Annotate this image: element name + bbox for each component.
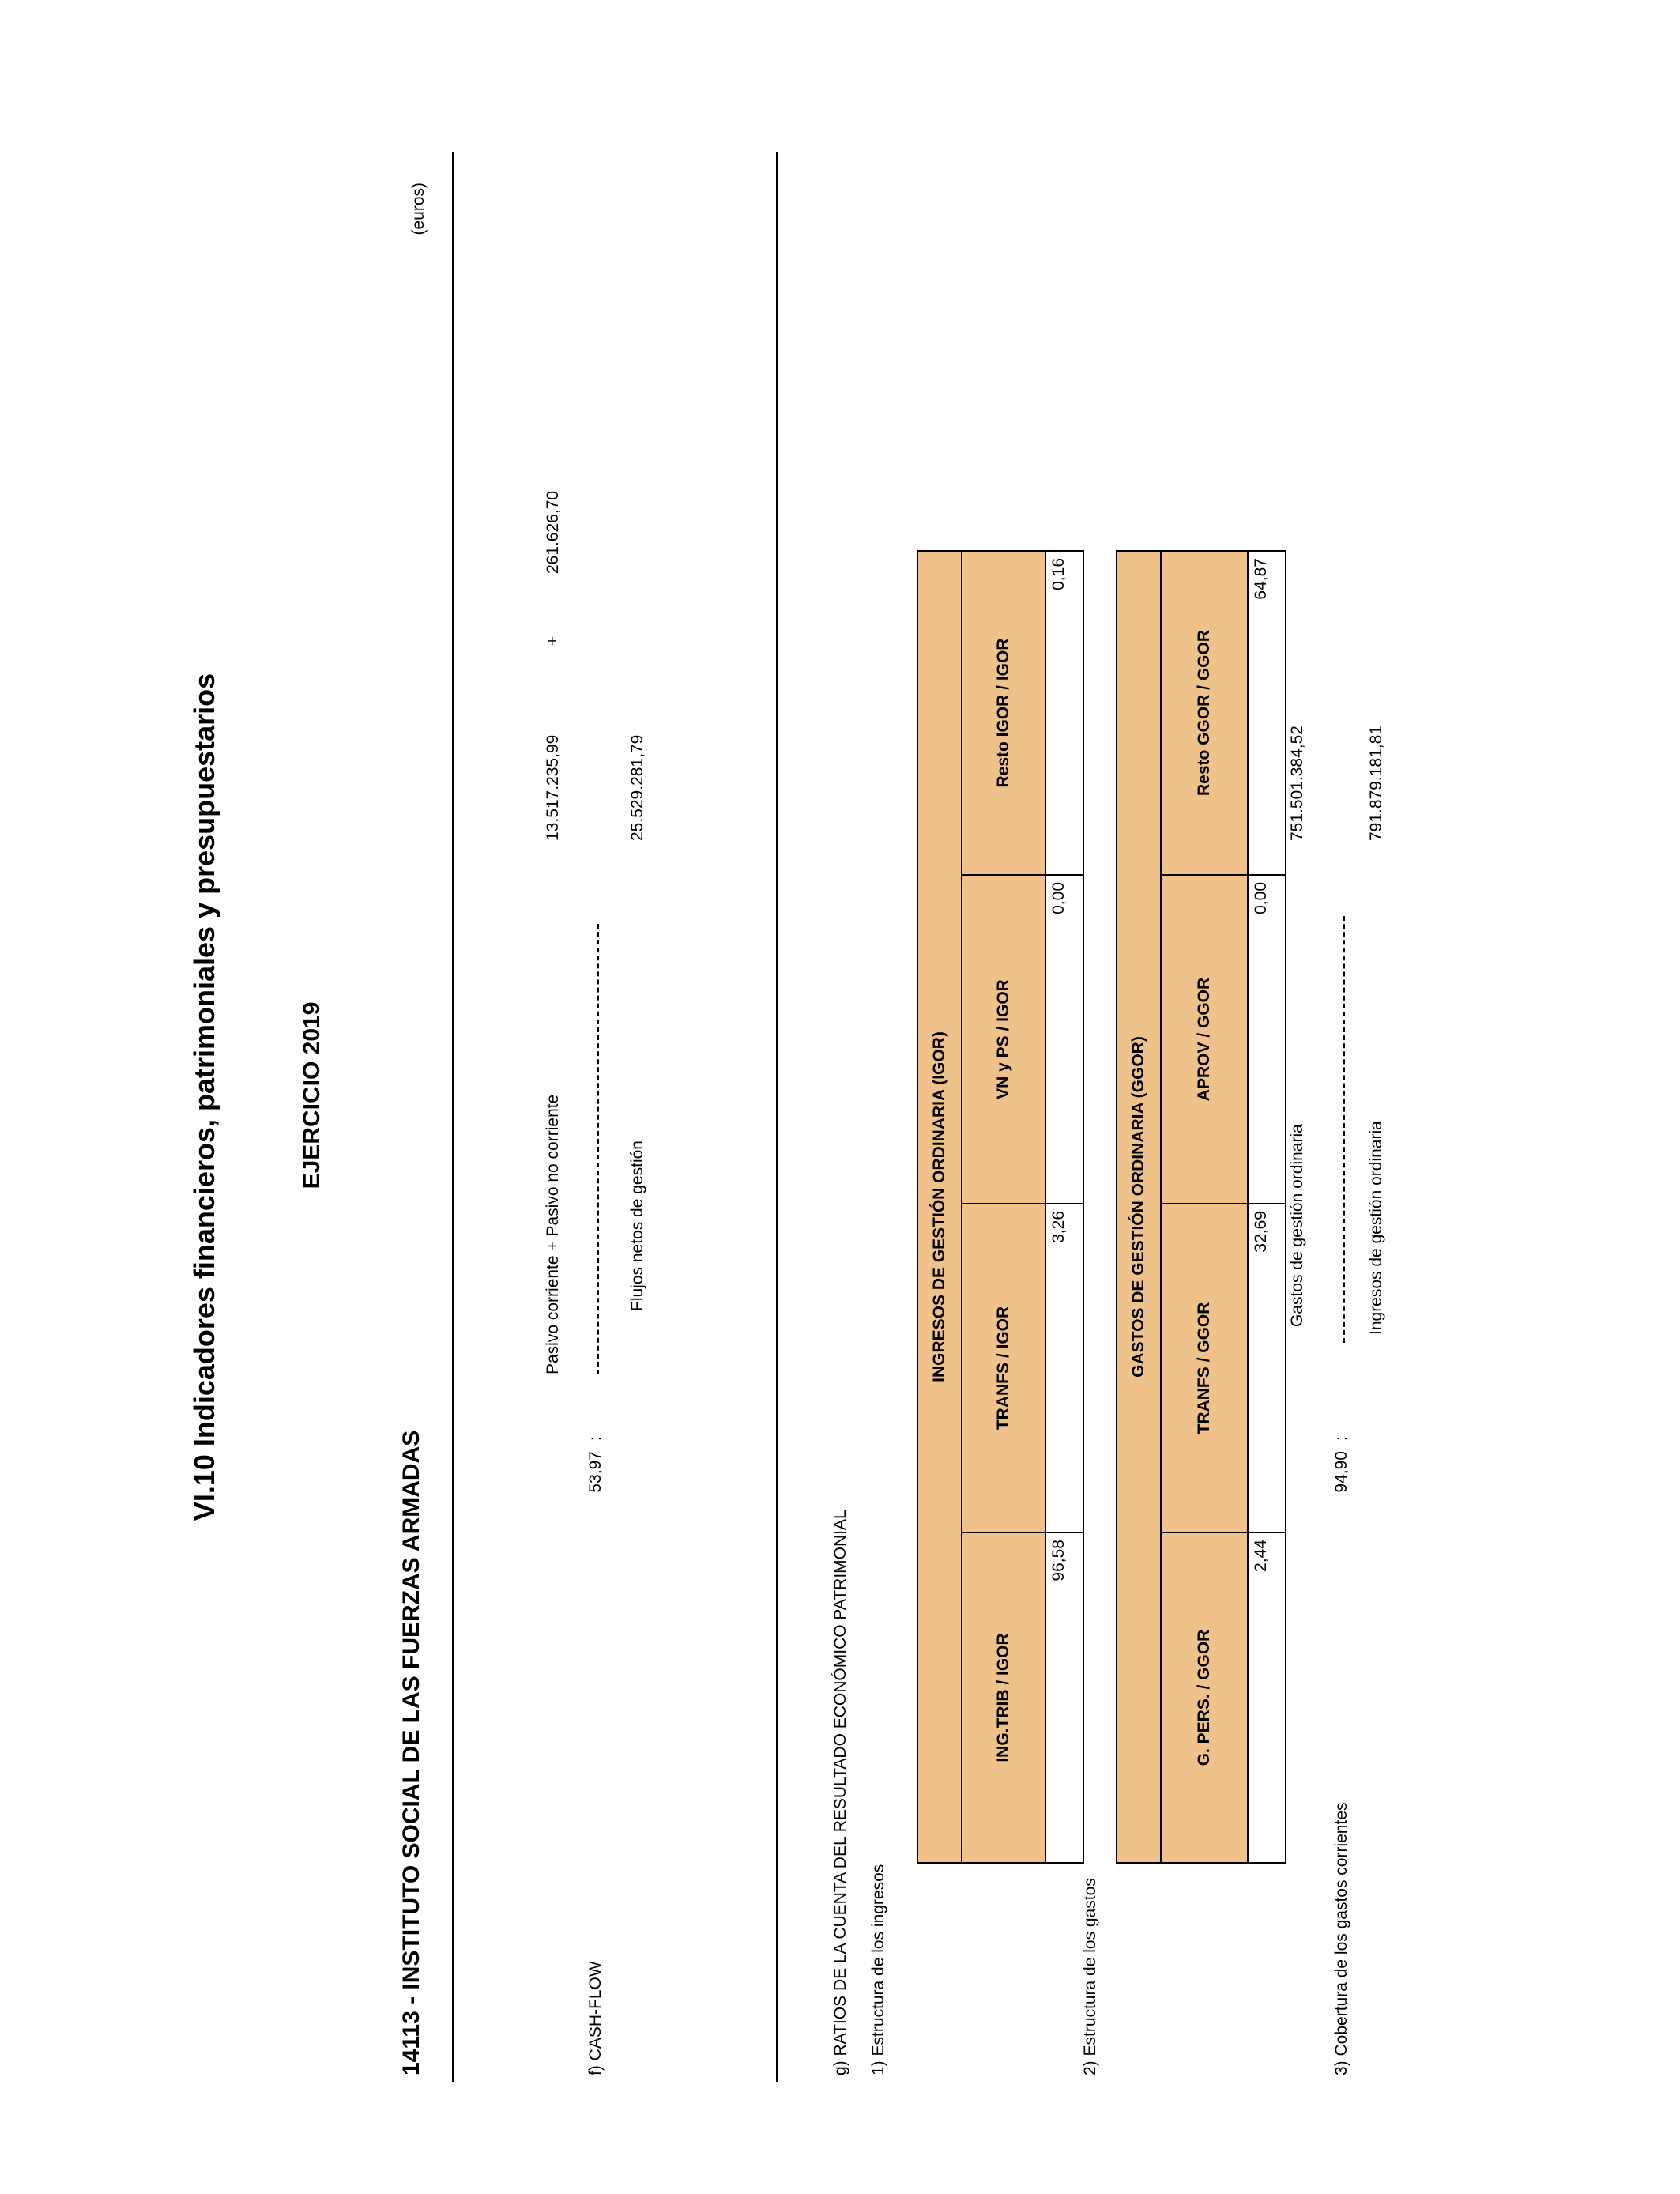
cobertura-denominator-label: Ingresos de gestión ordinaria: [1367, 1121, 1385, 1335]
ratios-heading: g) RATIOS DE LA CUENTA DEL RESULTADO ECONÓMICO PATRIMONIAL: [831, 1510, 849, 2075]
gastos-table-title: GASTOS DE GESTIÓN ORDINARIA (GGOR): [1116, 550, 1162, 1864]
ingresos-table-title: INGRESOS DE GESTIÓN ORDINARIA (IGOR): [917, 550, 962, 1864]
gastos-value-cell: 32,69: [1247, 1203, 1286, 1533]
ingresos-value-cell: 96,58: [1045, 1532, 1084, 1864]
cobertura-numerator-label: Gastos de gestión ordinaria: [1288, 1124, 1306, 1327]
gastos-col-header: Resto GGOR / GGOR: [1160, 550, 1249, 876]
gastos-structure-label: 2) Estructura de los gastos: [1081, 1878, 1099, 2075]
cobertura-colon: :: [1332, 1436, 1350, 1441]
cashflow-fraction-line: [597, 924, 599, 1374]
gastos-value-cell: 0,00: [1247, 874, 1286, 1204]
ingresos-value-cell: 0,00: [1045, 874, 1084, 1204]
cashflow-denominator-value: 25.529.281,79: [628, 734, 646, 841]
ingresos-col-header: VN y PS / IGOR: [961, 874, 1046, 1204]
ingresos-col-header: ING.TRIB / IGOR: [961, 1532, 1046, 1864]
cashflow-label: f) CASH-FLOW: [586, 1961, 605, 2075]
gastos-col-header: G. PERS. / GGOR: [1160, 1532, 1249, 1864]
cobertura-fraction-line: [1343, 916, 1345, 1343]
entity-name: 14113 - INSTITUTO SOCIAL DE LAS FUERZAS ARMADAS: [398, 1430, 424, 2075]
currency-note: (euros): [409, 183, 428, 236]
gastos-value-cell: 2,44: [1247, 1532, 1286, 1864]
ingresos-value-cell: 3,26: [1045, 1203, 1084, 1533]
ingresos-col-header: Resto IGOR / IGOR: [961, 550, 1046, 876]
ingresos-structure-label: 1) Estructura de los ingresos: [869, 1864, 887, 2075]
cashflow-denominator-label: Flujos netos de gestión: [628, 1140, 646, 1311]
ingresos-col-header: TRANFS / IGOR: [961, 1203, 1046, 1533]
cobertura-label: 3) Cobertura de los gastos corrientes: [1332, 1802, 1350, 2075]
cobertura-denominator-value: 791.879.181,81: [1367, 726, 1385, 841]
cashflow-numerator-b: 261.626,70: [544, 490, 562, 574]
cashflow-colon: :: [586, 1436, 605, 1441]
cashflow-numerator-label: Pasivo corriente + Pasivo no corriente: [544, 1094, 562, 1374]
gastos-value-cell: 64,87: [1247, 550, 1286, 876]
section-rule: [776, 152, 778, 2082]
cashflow-value: 53,97: [586, 1451, 605, 1493]
top-rule: [452, 152, 454, 2082]
gastos-col-header: APROV / GGOR: [1160, 874, 1249, 1204]
cobertura-numerator-value: 751.501.384,52: [1288, 726, 1306, 841]
cashflow-numerator-a: 13.517.235,99: [544, 734, 562, 841]
cobertura-value: 94,90: [1332, 1451, 1350, 1493]
document-title: VI.10 Indicadores financieros, patrimoniales y presupuestarios: [188, 673, 220, 1521]
cashflow-plus: +: [544, 635, 562, 646]
gastos-col-header: TRANFS / GGOR: [1160, 1203, 1249, 1533]
ingresos-value-cell: 0,16: [1045, 550, 1084, 876]
fiscal-year: EJERCICIO 2019: [299, 1001, 325, 1189]
